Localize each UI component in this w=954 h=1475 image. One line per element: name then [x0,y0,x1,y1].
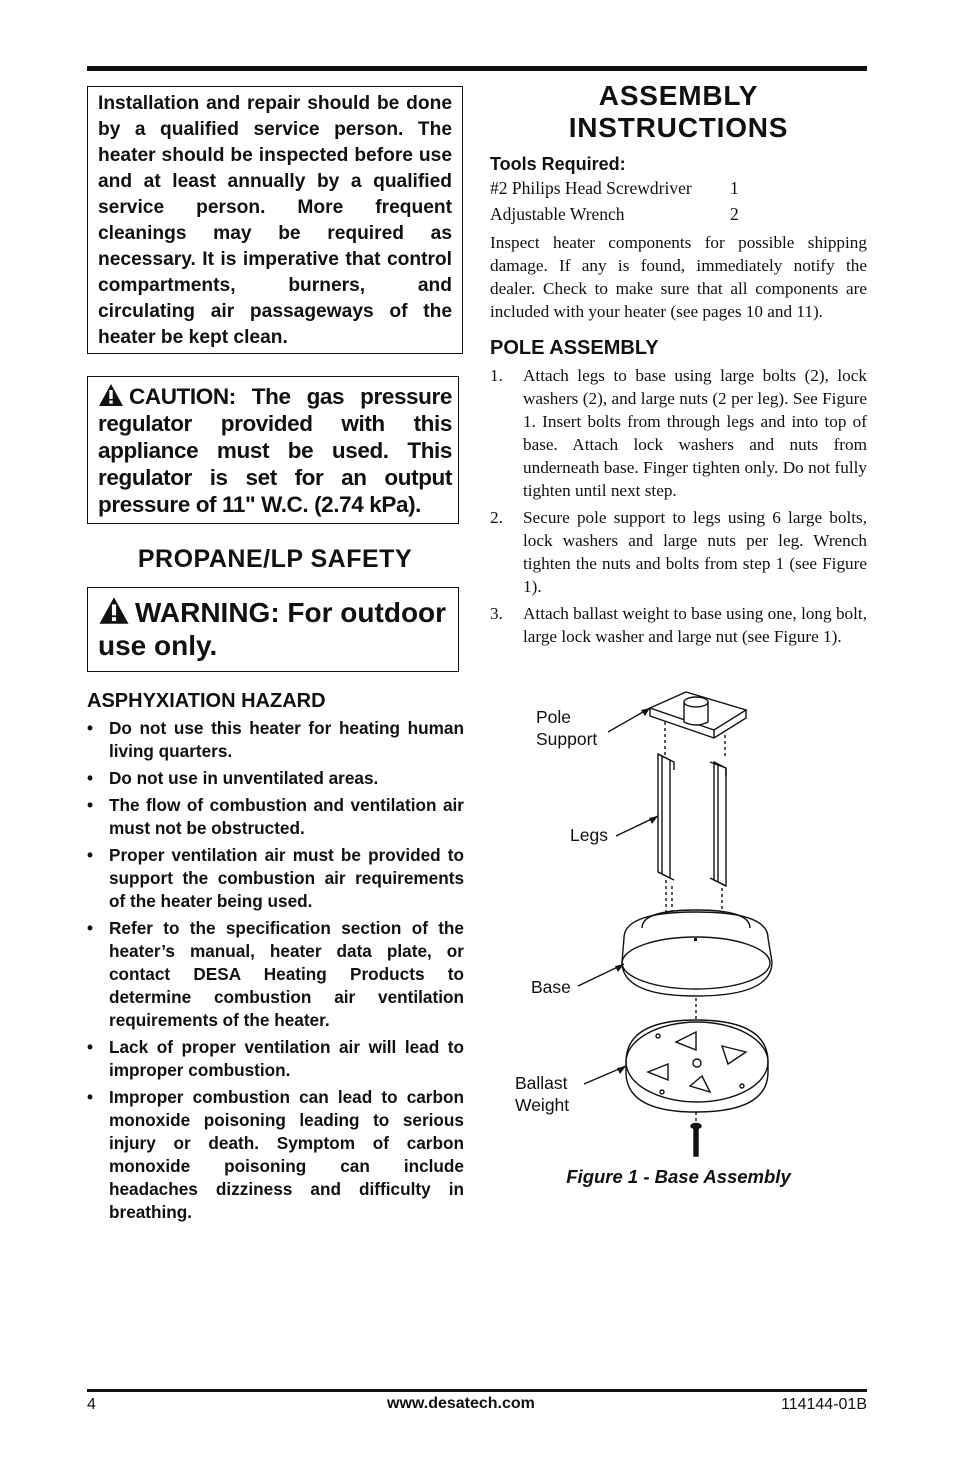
leg-left [658,754,670,878]
list-item [87,917,464,1032]
tool-name: Adjustable Wrench [490,204,625,224]
list-item-text: Proper ventilation air must be provided to support the combustion air requirements of the heater being used. [109,845,464,911]
bullet: • [87,768,94,788]
list-item [490,364,867,502]
list-item [87,1036,464,1082]
bottom-rule [87,1389,867,1392]
leg-right [714,762,726,886]
outdoor-warning-box [87,587,459,672]
list-item [490,506,867,598]
bullet: • [87,718,94,738]
label-ballast-weight [515,1072,569,1116]
step-number: 1. [490,366,503,385]
list-item [87,767,464,790]
outdoor-warning-container [98,596,452,662]
tool-qty: 2 [730,204,739,224]
caution-text: CAUTION: The gas pressure regulator provided with this appliance must be used. This regulator is set for an output pressure of 11" W.C. (2.74 kPa). [98,384,452,517]
tools-heading: Tools Required: [490,154,626,174]
warning-triangle-icon [98,383,124,407]
step-text: Secure pole support to legs using 6 large bolts, lock washers and large nuts per leg. Wrench tighten the nuts and bolts from step 1 (see Figure 1). [523,508,867,596]
caution-box [87,376,459,524]
list-item [87,717,464,763]
propane-safety-heading: PROPANE/LP SAFETY [137,545,413,573]
tool-row [490,204,739,225]
list-item [87,1086,464,1224]
inspect-paragraph: Inspect heater components for possible shipping damage. If any is found, immediately notify the dealer. Check to make sure that all components are included with your heater (see pages 10 and 11). [490,233,867,321]
step-number: 2. [490,508,503,527]
label-pole-support [536,706,597,750]
list-item [490,602,867,648]
step-text: Attach ballast weight to base using one, long bolt, large lock washer and large nut (see Figure 1). [523,604,867,646]
warning-triangle-icon [98,596,130,625]
step-text: Attach legs to base using large bolts (2), lock washers (2), and large nuts (2 per leg). See Figure 1. Insert bolts from through legs and into top of base. Attach lock washers and nuts from underneath base. Finger tighten only. Do not fully tighten until next step. [523,366,867,500]
bullet: • [87,918,94,938]
figure-caption: Figure 1 - Base Assembly [566,1166,791,1187]
list-item-text: Do not use in unventilated areas. [109,768,379,788]
hazard-list [87,717,464,1228]
label-line: Pole [536,707,572,727]
list-item-text: Lack of proper ventilation air will lead to improper combustion. [109,1037,464,1080]
list-item-text: Refer to the specification section of the heater’s manual, heater data plate, or contact DESA Heating Products to determine combustion air ventilation requirements of the heater. [109,918,464,1030]
bullet: • [87,845,94,865]
long-bolt [694,1128,698,1156]
list-item-text: Do not use this heater for heating human living quarters. [109,718,464,761]
tool-name: #2 Philips Head Screwdriver [490,178,692,198]
top-rule [87,66,867,71]
outdoor-warning-text: WARNING: For outdoor use only. [98,597,447,661]
list-item [87,844,464,913]
document-number: 114144-01B [781,1396,867,1413]
label-line: Ballast [515,1073,568,1093]
bullet: • [87,1087,94,1107]
bullet: • [87,795,94,815]
tool-qty: 1 [730,178,739,198]
service-notice-text: Installation and repair should be done by a qualified service person. The heater should be inspected before use and at least annually by a qualified service person. More frequent cleanings may be required as necessary. It is imperative that control compartments, burners, and circulating air passageways of the heater be kept clean. [98,93,452,348]
assembly-steps [490,364,867,652]
label-line: Support [536,729,598,749]
bullet: • [87,1037,94,1057]
list-item [87,794,464,840]
service-notice-box [87,86,463,354]
asphyxiation-heading: ASPHYXIATION HAZARD [87,690,326,712]
website-link[interactable]: www.desatech.com [387,1395,535,1412]
list-item-text: Improper combustion can lead to carbon monoxide poisoning leading to serious injury or death. Symptom of carbon monoxide poisoning can include headaches dizziness and difficulty in breathing. [109,1087,464,1222]
page-number: 4 [87,1396,96,1413]
list-item-text: The flow of combustion and ventilation air must not be obstructed. [109,795,464,838]
assembly-heading: ASSEMBLY INSTRUCTIONS [568,80,789,143]
caution-text-container [98,383,452,518]
pole-assembly-heading: POLE ASSEMBLY [490,337,659,359]
step-number: 3. [490,604,503,623]
label-legs: Legs [570,825,608,845]
tool-row [490,178,739,199]
base-assembly-figure [500,680,840,1160]
label-base: Base [531,977,571,997]
label-line: Weight [515,1095,570,1115]
